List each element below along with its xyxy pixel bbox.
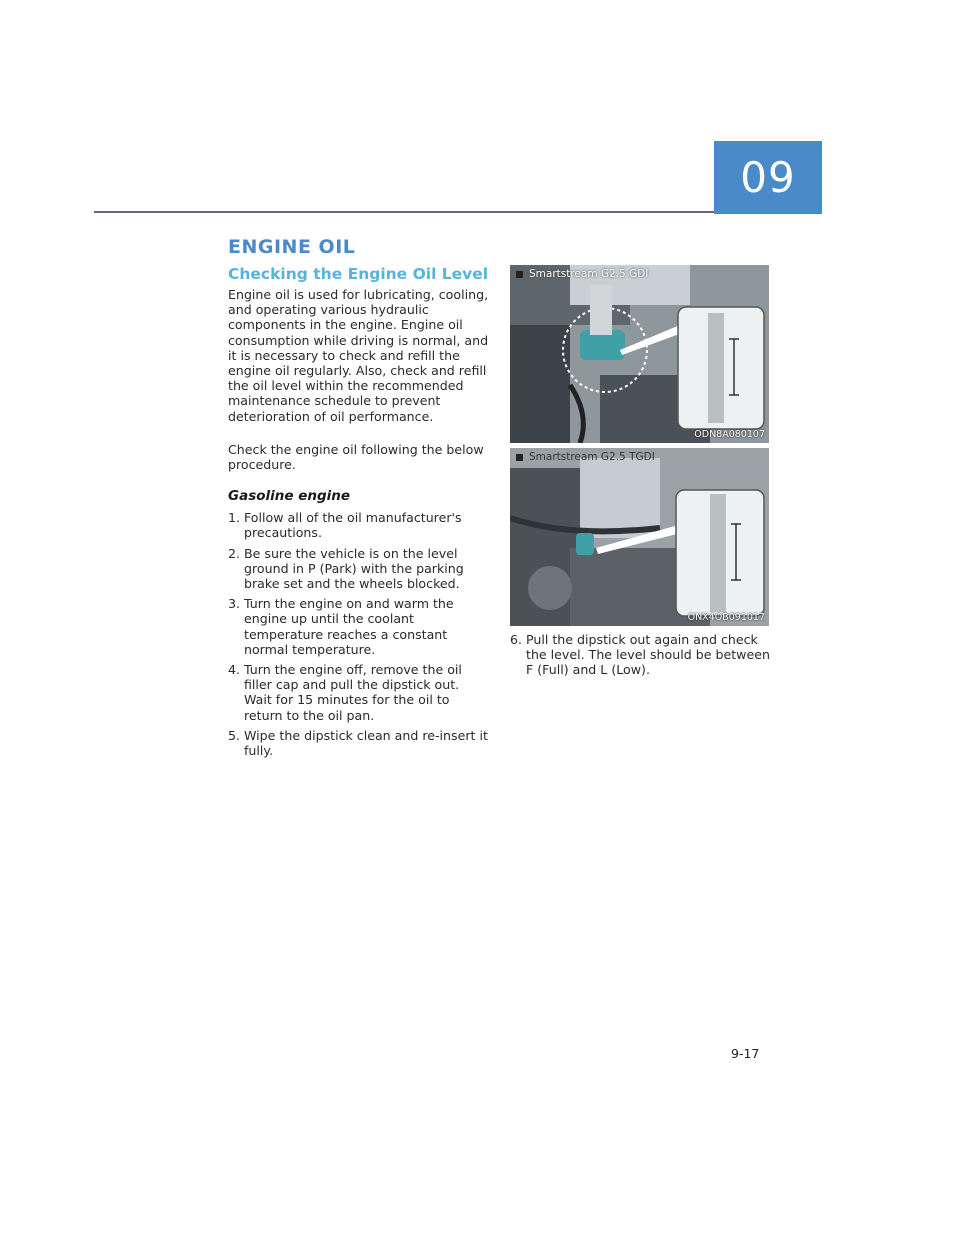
step-number: 2. — [228, 545, 241, 561]
page-number: 9-17 — [731, 1046, 760, 1061]
figure-code: ONX4OB091017 — [687, 612, 765, 623]
gasoline-engine-heading: Gasoline engine — [228, 488, 351, 505]
figure-label-gdi — [516, 268, 648, 280]
left-column — [228, 287, 490, 763]
list-item — [228, 510, 490, 540]
figure-gdi-engine — [510, 265, 769, 443]
engine-bay-illustration — [510, 265, 769, 443]
figure-code: ODN8A080107 — [694, 429, 765, 440]
step-text: Follow all of the oil manufacturer's precautions. — [244, 510, 462, 541]
section-title: ENGINE OIL — [228, 236, 356, 258]
figure-label-text: Smartstream G2.5 GDI — [529, 268, 649, 280]
engine-bay-illustration — [510, 448, 769, 626]
step-text: Be sure the vehicle is on the level ground in P (Park) with the parking brake set and the wheels blocked. — [244, 545, 464, 592]
step-6 — [510, 632, 772, 678]
square-bullet-icon — [516, 271, 523, 278]
step-number: 4. — [228, 662, 241, 678]
list-item — [228, 596, 490, 657]
figure-label-text: Smartstream G2.5 TGDI — [529, 451, 655, 463]
step-text: Turn the engine on and warm the engine up until the coolant temperature reaches a constant normal temperature. — [244, 596, 454, 657]
section-subtitle: Checking the Engine Oil Level — [228, 265, 489, 283]
procedure-steps-list — [228, 510, 490, 758]
square-bullet-icon — [516, 454, 523, 461]
list-item — [228, 546, 490, 592]
step-number: 5. — [228, 727, 241, 743]
intro-paragraph: Engine oil is used for lubricating, cooling, and operating various hydraulic components in the engine. Engine oil consumption while driving is normal, and it is necessary to check and refill the engine oil regularly. Also, check and refill the oil level within the recommended maintenance schedule to prevent deterioration of oil performance. — [228, 287, 489, 424]
step-text: Wipe the dipstick clean and re-insert it fully. — [244, 727, 488, 759]
step-text: Turn the engine off, remove the oil filler cap and pull the dipstick out. Wait for 15 minutes for the oil to return to the oil pan. — [244, 662, 462, 723]
chapter-tab: 09 — [714, 141, 822, 214]
list-item — [228, 662, 490, 723]
figure-tgdi-engine — [510, 448, 769, 626]
chapter-divider-line — [94, 211, 714, 213]
step-number: 6. — [510, 632, 523, 647]
step-text: Pull the dipstick out again and check the level. The level should be between F (Full) and L (Low). — [526, 632, 770, 678]
step-number: 1. — [228, 510, 241, 526]
step-number: 3. — [228, 596, 241, 612]
procedure-intro-paragraph: Check the engine oil following the below procedure. — [228, 441, 484, 473]
figure-label-tgdi — [516, 451, 655, 463]
list-item — [228, 728, 490, 758]
